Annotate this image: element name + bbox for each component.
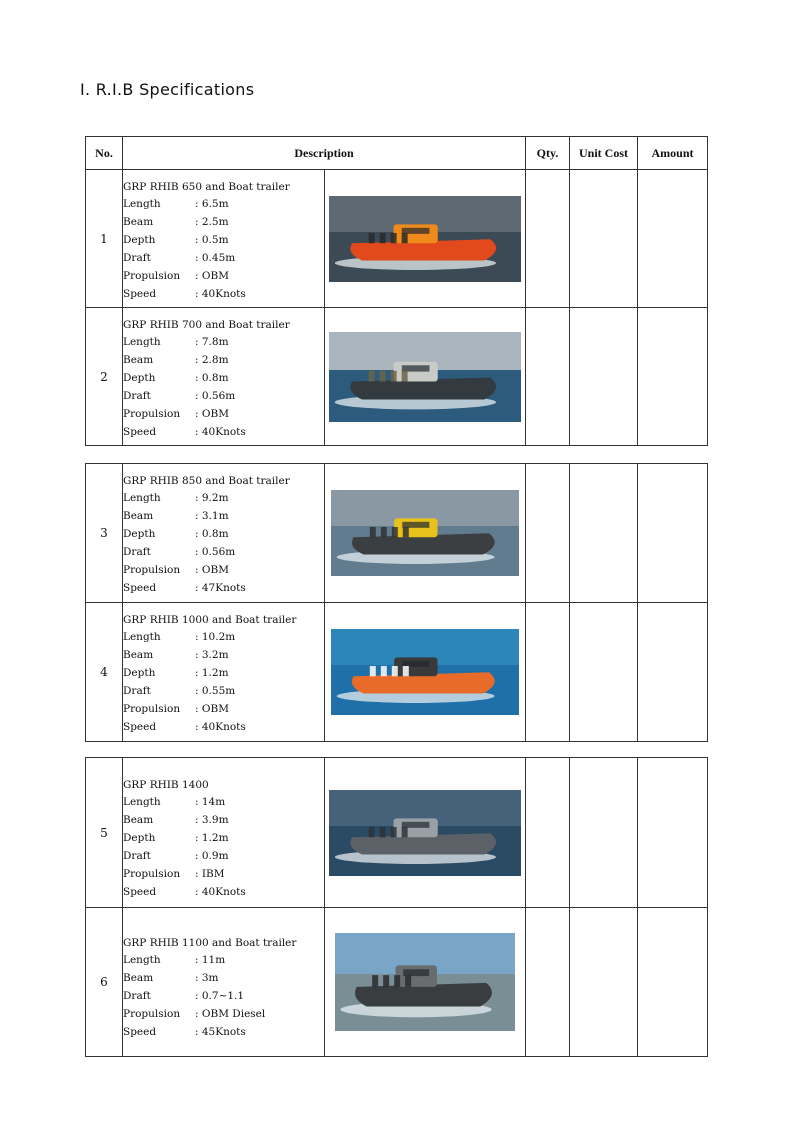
spec-line	[123, 700, 324, 718]
spec-key: Beam	[123, 215, 154, 228]
spec-key: Propulsion	[123, 1008, 181, 1020]
boat-description	[123, 758, 325, 908]
photo-window	[402, 227, 430, 233]
spec-value: : 0.5m	[195, 233, 229, 246]
boat-image	[325, 490, 525, 576]
spec-key: Length	[123, 492, 161, 504]
spec-value: : 45Knots	[195, 1026, 246, 1038]
boat-photo	[335, 933, 515, 1031]
spec-value: : 6.5m	[195, 197, 229, 210]
spec-value: : 0.56m	[195, 546, 236, 558]
spec-line	[123, 664, 324, 682]
spec-value: : 2.8m	[195, 353, 229, 366]
spec-line	[123, 387, 324, 405]
unit-cost-cell[interactable]	[570, 758, 638, 908]
table-row	[86, 170, 708, 308]
spec-value: : 3.2m	[195, 649, 229, 661]
photo-window	[402, 365, 430, 371]
boat-image-cell	[325, 908, 526, 1057]
spec-line	[123, 646, 324, 664]
spec-key: Length	[123, 197, 161, 210]
spec-key: Propulsion	[123, 564, 181, 576]
spec-key: Speed	[123, 582, 157, 594]
spec-key: Speed	[123, 1026, 157, 1038]
spec-value: : 2.5m	[195, 215, 229, 228]
spec-value: : 3.9m	[195, 813, 229, 826]
photo-cabin	[394, 361, 438, 381]
spec-key: Draft	[123, 546, 151, 558]
spec-table-part-2	[85, 463, 708, 742]
spec-line	[123, 267, 324, 285]
spec-key: Depth	[123, 233, 156, 246]
spec-line	[123, 351, 324, 369]
photo-crew	[391, 232, 397, 242]
amount-cell[interactable]	[638, 603, 708, 742]
boat-image-cell	[325, 308, 526, 446]
spec-line	[123, 847, 324, 865]
spec-value: : 0.56m	[195, 389, 236, 402]
spec-line	[123, 231, 324, 249]
spec-line	[123, 865, 324, 883]
photo-crew	[391, 826, 397, 836]
spec-key: Propulsion	[123, 407, 181, 420]
row-number: 2	[86, 308, 123, 446]
photo-window	[403, 969, 429, 976]
photo-window	[402, 522, 429, 528]
spec-key: Length	[123, 631, 161, 643]
spec-key: Draft	[123, 990, 151, 1002]
photo-crew	[402, 232, 408, 242]
boat-image	[325, 790, 525, 876]
spec-line	[123, 333, 324, 351]
photo-window	[402, 661, 429, 667]
spec-value: : 40Knots	[195, 721, 246, 733]
amount-cell[interactable]	[638, 464, 708, 603]
unit-cost-cell[interactable]	[570, 603, 638, 742]
spec-value: : IBM	[195, 867, 225, 880]
spec-table-part-1	[85, 136, 708, 446]
unit-cost-cell[interactable]	[570, 908, 638, 1057]
spec-line	[123, 883, 324, 901]
boat-image	[325, 629, 525, 715]
spec-key: Speed	[123, 287, 157, 300]
boat-image-cell	[325, 170, 526, 308]
unit-cost-cell[interactable]	[570, 308, 638, 446]
boat-description	[123, 464, 325, 603]
amount-cell[interactable]	[638, 758, 708, 908]
table-row	[86, 464, 708, 603]
boat-photo	[331, 629, 519, 715]
boat-photo	[329, 332, 521, 422]
spec-value: : 1.2m	[195, 831, 229, 844]
spec-line	[123, 543, 324, 561]
boat-name: GRP RHIB 1000 and Boat trailer	[123, 614, 297, 626]
photo-crew	[370, 666, 376, 676]
header-amount: Amount	[638, 137, 708, 170]
spec-value: : 7.8m	[195, 335, 229, 348]
spec-value: : 9.2m	[195, 492, 229, 504]
photo-crew	[402, 826, 408, 836]
photo-crew	[369, 232, 375, 242]
photo-crew	[403, 666, 409, 676]
qty-cell[interactable]	[526, 308, 570, 446]
header-unit-cost: Unit Cost	[570, 137, 638, 170]
boat-image-cell	[325, 758, 526, 908]
spec-value: : OBM	[195, 407, 229, 420]
boat-description	[123, 908, 325, 1057]
photo-crew	[381, 527, 387, 537]
boat-image	[325, 196, 525, 282]
spec-line	[123, 682, 324, 700]
boat-image-cell	[325, 603, 526, 742]
qty-cell[interactable]	[526, 464, 570, 603]
photo-crew	[370, 527, 376, 537]
spec-key: Depth	[123, 831, 156, 844]
spec-line	[123, 811, 324, 829]
spec-line	[123, 829, 324, 847]
photo-crew	[403, 527, 409, 537]
boat-image	[325, 332, 525, 422]
spec-line	[123, 1023, 324, 1041]
spec-line	[123, 628, 324, 646]
spec-key: Propulsion	[123, 269, 181, 282]
spec-key: Propulsion	[123, 703, 181, 715]
spec-value: : 40Knots	[195, 885, 246, 898]
photo-crew	[369, 826, 375, 836]
table-row	[86, 603, 708, 742]
photo-crew	[405, 975, 411, 987]
spec-line	[123, 507, 324, 525]
unit-cost-cell[interactable]	[570, 464, 638, 603]
photo-crew	[381, 666, 387, 676]
spec-line	[123, 1005, 324, 1023]
spec-line	[123, 579, 324, 597]
amount-cell[interactable]	[638, 908, 708, 1057]
spec-value: : 0.9m	[195, 849, 229, 862]
spec-value: : 1.2m	[195, 667, 229, 679]
spec-value: : 14m	[195, 795, 226, 808]
boat-name: GRP RHIB 1400	[123, 778, 209, 791]
spec-key: Draft	[123, 251, 151, 264]
amount-cell[interactable]	[638, 170, 708, 308]
spec-key: Length	[123, 335, 161, 348]
spec-key: Beam	[123, 510, 154, 522]
spec-value: : OBM	[195, 703, 229, 715]
spec-line	[123, 489, 324, 507]
qty-cell[interactable]	[526, 908, 570, 1057]
spec-value: : 0.8m	[195, 528, 229, 540]
photo-crew	[380, 232, 386, 242]
spec-key: Draft	[123, 389, 151, 402]
spec-line	[123, 423, 324, 441]
spec-value: : 3m	[195, 972, 219, 984]
photo-crew	[392, 666, 398, 676]
photo-crew	[402, 370, 408, 381]
spec-line	[123, 987, 324, 1005]
photo-crew	[380, 370, 386, 381]
spec-value: : 40Knots	[195, 287, 246, 300]
boat-description	[123, 170, 325, 308]
spec-key: Beam	[123, 972, 154, 984]
photo-crew	[394, 975, 400, 987]
spec-key: Speed	[123, 721, 157, 733]
boat-description	[123, 308, 325, 446]
boat-name: GRP RHIB 1100 and Boat trailer	[123, 937, 297, 949]
spec-table-part-3	[85, 757, 708, 1057]
page-title: Ⅰ. R.I.B Specifications	[80, 80, 255, 99]
boat-photo	[329, 790, 521, 876]
spec-value: : OBM Diesel	[195, 1008, 266, 1020]
spec-key: Depth	[123, 528, 156, 540]
table-row	[86, 758, 708, 908]
row-number: 3	[86, 464, 123, 603]
spec-line	[123, 405, 324, 423]
spec-line	[123, 249, 324, 267]
spec-line	[123, 793, 324, 811]
header-description: Description	[123, 137, 526, 170]
spec-line	[123, 195, 324, 213]
spec-line	[123, 525, 324, 543]
spec-line	[123, 951, 324, 969]
header-qty: Qty.	[526, 137, 570, 170]
unit-cost-cell[interactable]	[570, 170, 638, 308]
spec-value: : 0.7~1.1	[195, 990, 245, 1002]
spec-line	[123, 718, 324, 736]
spec-value: : 3.1m	[195, 510, 229, 522]
spec-key: Length	[123, 795, 161, 808]
spec-key: Beam	[123, 353, 154, 366]
row-number: 4	[86, 603, 123, 742]
spec-key: Depth	[123, 371, 156, 384]
photo-crew	[392, 527, 398, 537]
photo-window	[402, 821, 430, 827]
spec-line	[123, 369, 324, 387]
table-row	[86, 308, 708, 446]
spec-line	[123, 969, 324, 987]
row-number: 1	[86, 170, 123, 308]
boat-name: GRP RHIB 650 and Boat trailer	[123, 180, 290, 193]
spec-key: Propulsion	[123, 867, 181, 880]
photo-crew	[372, 975, 378, 987]
photo-crew	[369, 370, 375, 381]
table-header-row	[86, 137, 708, 170]
spec-value: : 0.45m	[195, 251, 236, 264]
qty-cell[interactable]	[526, 170, 570, 308]
boat-photo	[329, 196, 521, 282]
spec-key: Depth	[123, 667, 156, 679]
spec-key: Speed	[123, 425, 157, 438]
spec-value: : OBM	[195, 269, 229, 282]
spec-line	[123, 561, 324, 579]
spec-value: : 47Knots	[195, 582, 246, 594]
amount-cell[interactable]	[638, 308, 708, 446]
boat-name: GRP RHIB 850 and Boat trailer	[123, 475, 290, 487]
spec-key: Length	[123, 954, 161, 966]
spec-key: Speed	[123, 885, 157, 898]
spec-value: : OBM	[195, 564, 229, 576]
qty-cell[interactable]	[526, 603, 570, 742]
spec-value: : 11m	[195, 954, 226, 966]
spec-line	[123, 285, 324, 303]
qty-cell[interactable]	[526, 758, 570, 908]
photo-crew	[383, 975, 389, 987]
boat-image	[325, 933, 525, 1031]
spec-key: Beam	[123, 813, 154, 826]
row-number: 6	[86, 908, 123, 1057]
header-no: No.	[86, 137, 123, 170]
boat-name: GRP RHIB 700 and Boat trailer	[123, 318, 290, 331]
spec-key: Draft	[123, 849, 151, 862]
table-row	[86, 908, 708, 1057]
boat-image-cell	[325, 464, 526, 603]
row-number: 5	[86, 758, 123, 908]
spec-value: : 10.2m	[195, 631, 236, 643]
photo-crew	[380, 826, 386, 836]
boat-photo	[331, 490, 519, 576]
spec-key: Beam	[123, 649, 154, 661]
spec-value: : 0.8m	[195, 371, 229, 384]
spec-line	[123, 213, 324, 231]
boat-description	[123, 603, 325, 742]
spec-value: : 40Knots	[195, 425, 246, 438]
photo-crew	[391, 370, 397, 381]
spec-value: : 0.55m	[195, 685, 236, 697]
spec-key: Draft	[123, 685, 151, 697]
